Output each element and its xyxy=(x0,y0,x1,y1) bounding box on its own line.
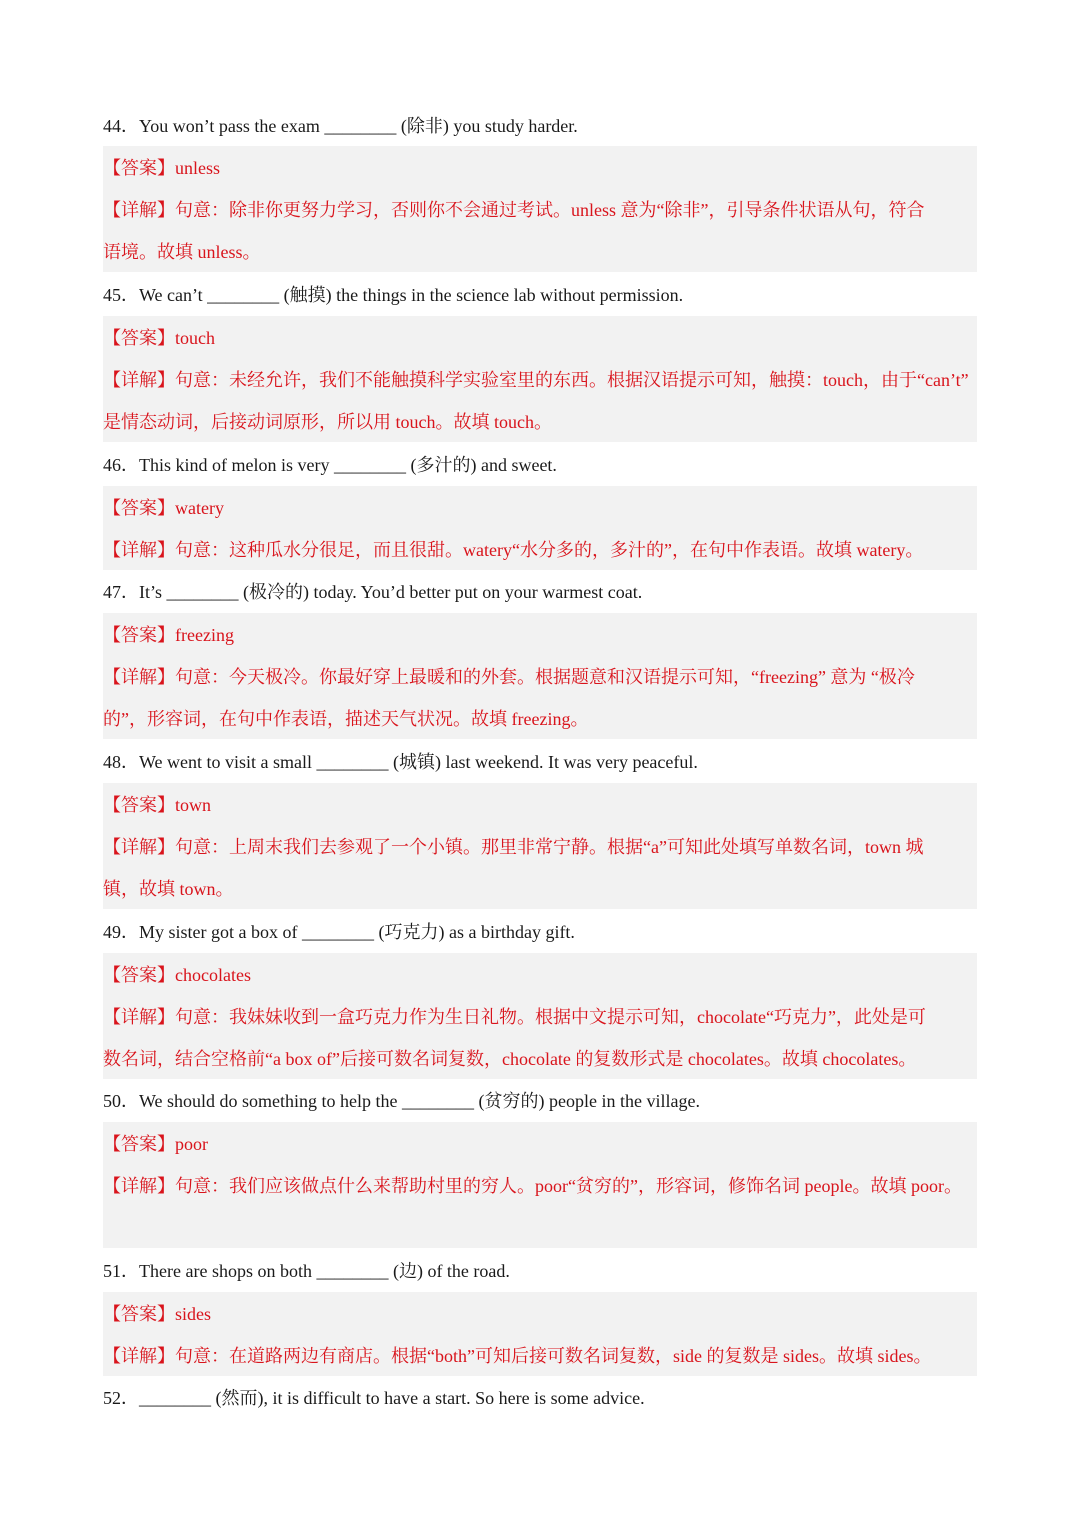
question-51: 51．There are shops on both ________ (边) of the road. xyxy=(103,1261,510,1281)
question-52: 52．________ (然而), it is difficult to have a start. So here is some advice. xyxy=(103,1388,645,1408)
explanation-49-line-2: 数名词，结合空格前“a box of”后接可数名词复数，chocolate 的复数形式是 chocolates。故填 chocolates。 xyxy=(103,1049,917,1069)
explanation-48-line-2: 镇，故填 town。 xyxy=(103,879,234,899)
explanation-51-line-1: 【详解】句意：在道路两边有商店。根据“both”可知后接可数名词复数，side 的复数是 sides。故填 sides。 xyxy=(103,1346,932,1366)
question-45: 45．We can’t ________ (触摸) the things in the science lab without permission. xyxy=(103,285,684,305)
question-47: 47．It’s ________ (极冷的) today. You’d better put on your warmest coat. xyxy=(103,582,643,602)
answer-50: 【答案】poor xyxy=(103,1134,208,1154)
answer-block-45 xyxy=(103,316,977,442)
answer-46: 【答案】watery xyxy=(103,498,224,518)
answer-block-50 xyxy=(103,1122,977,1248)
explanation-44-line-2: 语境。故填 unless。 xyxy=(103,242,261,262)
answer-block-46 xyxy=(103,486,977,570)
question-48: 48．We went to visit a small ________ (城镇) last weekend. It was very peaceful. xyxy=(103,752,698,772)
answer-block-49 xyxy=(103,953,977,1079)
explanation-46-line-1: 【详解】句意：这种瓜水分很足，而且很甜。watery“水分多的，多汁的”，在句中作表语。故填 watery。 xyxy=(103,540,924,560)
question-49: 49．My sister got a box of ________ (巧克力) as a birthday gift. xyxy=(103,922,575,942)
explanation-48-line-1: 【详解】句意：上周末我们去参观了一个小镇。那里非常宁静。根据“a”可知此处填写单数名词，town 城 xyxy=(103,837,924,857)
question-50: 50．We should do something to help the ________ (贫穷的) people in the village. xyxy=(103,1091,700,1111)
explanation-50-line-1: 【详解】句意：我们应该做点什么来帮助村里的穷人。poor“贫穷的”，形容词，修饰名词 people。故填 poor。 xyxy=(103,1176,962,1196)
answer-44: 【答案】unless xyxy=(103,158,220,178)
explanation-45-line-2: 是情态动词，后接动词原形，所以用 touch。故填 touch。 xyxy=(103,412,552,432)
question-44: 44．You won’t pass the exam ________ (除非) you study harder. xyxy=(103,116,578,136)
explanation-49-line-1: 【详解】句意：我妹妹收到一盒巧克力作为生日礼物。根据中文提示可知，chocolate“巧克力”，此处是可 xyxy=(103,1007,926,1027)
answer-47: 【答案】freezing xyxy=(103,625,234,645)
explanation-47-line-2: 的”，形容词，在句中作表语，描述天气状况。故填 freezing。 xyxy=(103,709,589,729)
explanation-44-line-1: 【详解】句意：除非你更努力学习，否则你不会通过考试。unless 意为“除非”，引导条件状语从句，符合 xyxy=(103,200,925,220)
answer-45: 【答案】touch xyxy=(103,328,215,348)
answer-block-44 xyxy=(103,146,977,272)
explanation-45-line-1: 【详解】句意：未经允许，我们不能触摸科学实验室里的东西。根据汉语提示可知，触摸：touch，由于“can’t” xyxy=(103,370,969,390)
explanation-47-line-1: 【详解】句意：今天极冷。你最好穿上最暖和的外套。根据题意和汉语提示可知，“freezing” 意为 “极冷 xyxy=(103,667,915,687)
answer-block-48 xyxy=(103,783,977,909)
question-46: 46．This kind of melon is very ________ (多汁的) and sweet. xyxy=(103,455,557,475)
answer-block-47 xyxy=(103,613,977,739)
answer-48: 【答案】town xyxy=(103,795,211,815)
answer-49: 【答案】chocolates xyxy=(103,965,251,985)
answer-51: 【答案】sides xyxy=(103,1304,211,1324)
answer-block-51 xyxy=(103,1292,977,1376)
